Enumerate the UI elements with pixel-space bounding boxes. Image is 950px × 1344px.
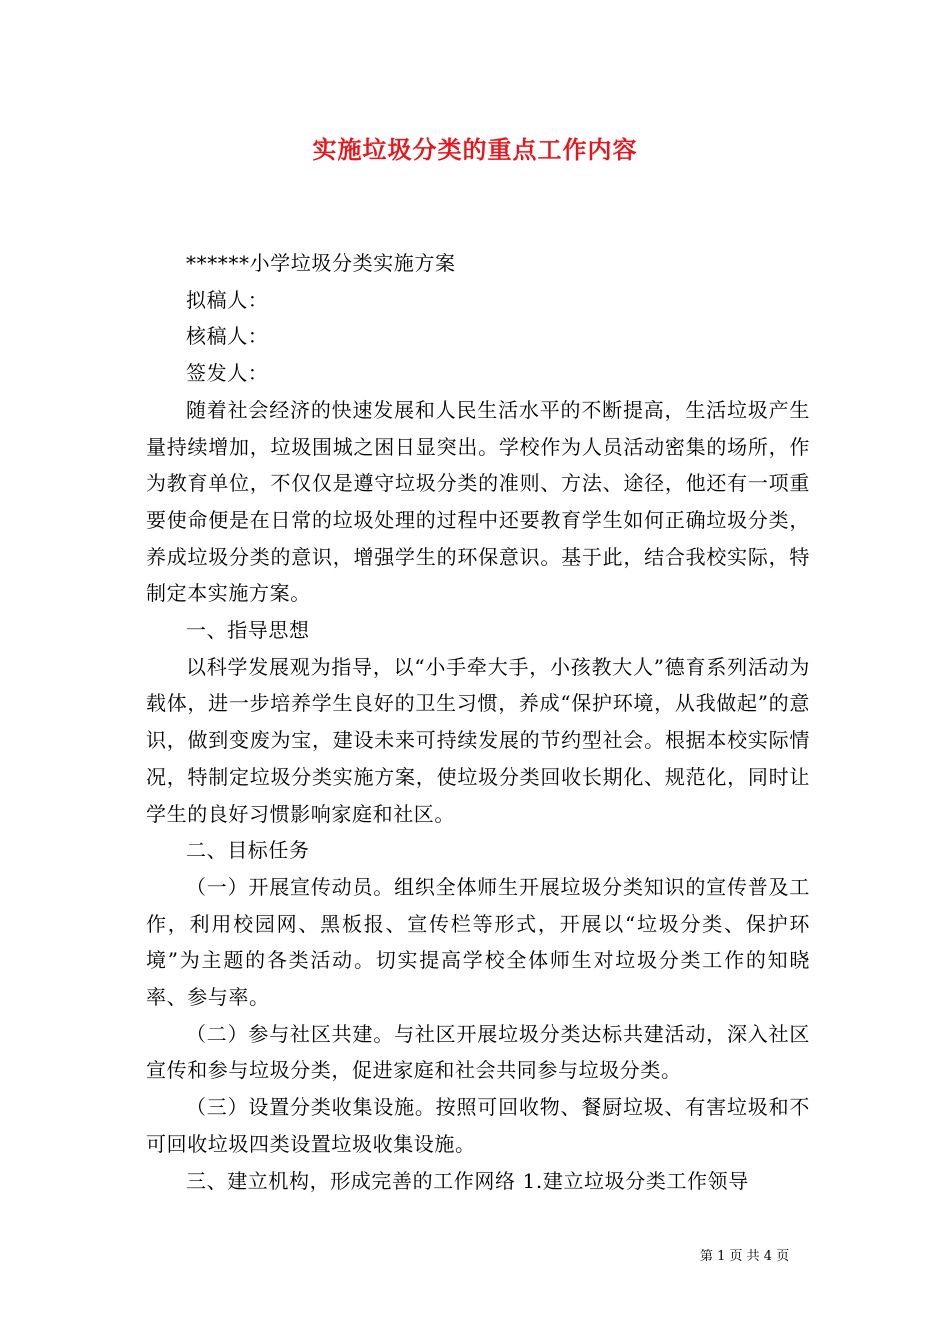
- task-1-paragraph: （一）开展宣传动员。组织全体师生开展垃圾分类知识的宣传普及工作，利用校园网、黑板报、宣传栏等形式，开展以“垃圾分类、保护环境”为主题的各类活动。切实提高学校全体师生对垃圾分类工作的知晓率、参与率。: [146, 874, 810, 1010]
- drafter-line: 拟稿人：: [186, 287, 269, 312]
- section-heading-1: 一、指导思想: [186, 618, 310, 643]
- scheme-heading: ******小学垃圾分类实施方案: [186, 251, 456, 275]
- reviewer-line: 核稿人：: [186, 324, 269, 349]
- page-number: 第 1 页 共 4 页: [700, 1249, 790, 1264]
- section-heading-3: 三、建立机构，形成完善的工作网络 1.建立垃圾分类工作领导: [186, 1168, 749, 1193]
- task-3-paragraph: （三）设置分类收集设施。按照可回收物、餐厨垃圾、有害垃圾和不可回收垃圾四类设置垃圾收集设施。: [146, 1095, 810, 1156]
- document-body: [146, 245, 810, 1199]
- issuer-line: 签发人：: [186, 361, 269, 386]
- document-title: 实施垃圾分类的重点工作内容: [312, 135, 638, 164]
- intro-paragraph: 随着社会经济的快速发展和人民生活水平的不断提高，生活垃圾产生量持续增加，垃圾围城之困日显突出。学校作为人员活动密集的场所，作为教育单位，不仅仅是遵守垃圾分类的准则、方法、途径，他还有一项重要使命便是在日常的垃圾处理的过程中还要教育学生如何正确垃圾分类，养成垃圾分类的意识，增强学生的环保意识。基于此，结合我校实际，特制定本实施方案。: [146, 397, 810, 606]
- task-2-paragraph: （二）参与社区共建。与社区开展垃圾分类达标共建活动，深入社区宣传和参与垃圾分类，促进家庭和社会共同参与垃圾分类。: [146, 1021, 810, 1083]
- guiding-thought-paragraph: 以科学发展观为指导，以“小手牵大手，小孩教大人”德育系列活动为载体，进一步培养学生良好的卫生习惯，养成“保护环境，从我做起”的意识，做到变废为宝，建设未来可持续发展的节约型社会。根据本校实际情况，特制定垃圾分类实施方案，使垃圾分类回收长期化、规范化，同时让学生的良好习惯影响家庭和社区。: [146, 654, 810, 826]
- section-heading-2: 二、目标任务: [186, 838, 310, 863]
